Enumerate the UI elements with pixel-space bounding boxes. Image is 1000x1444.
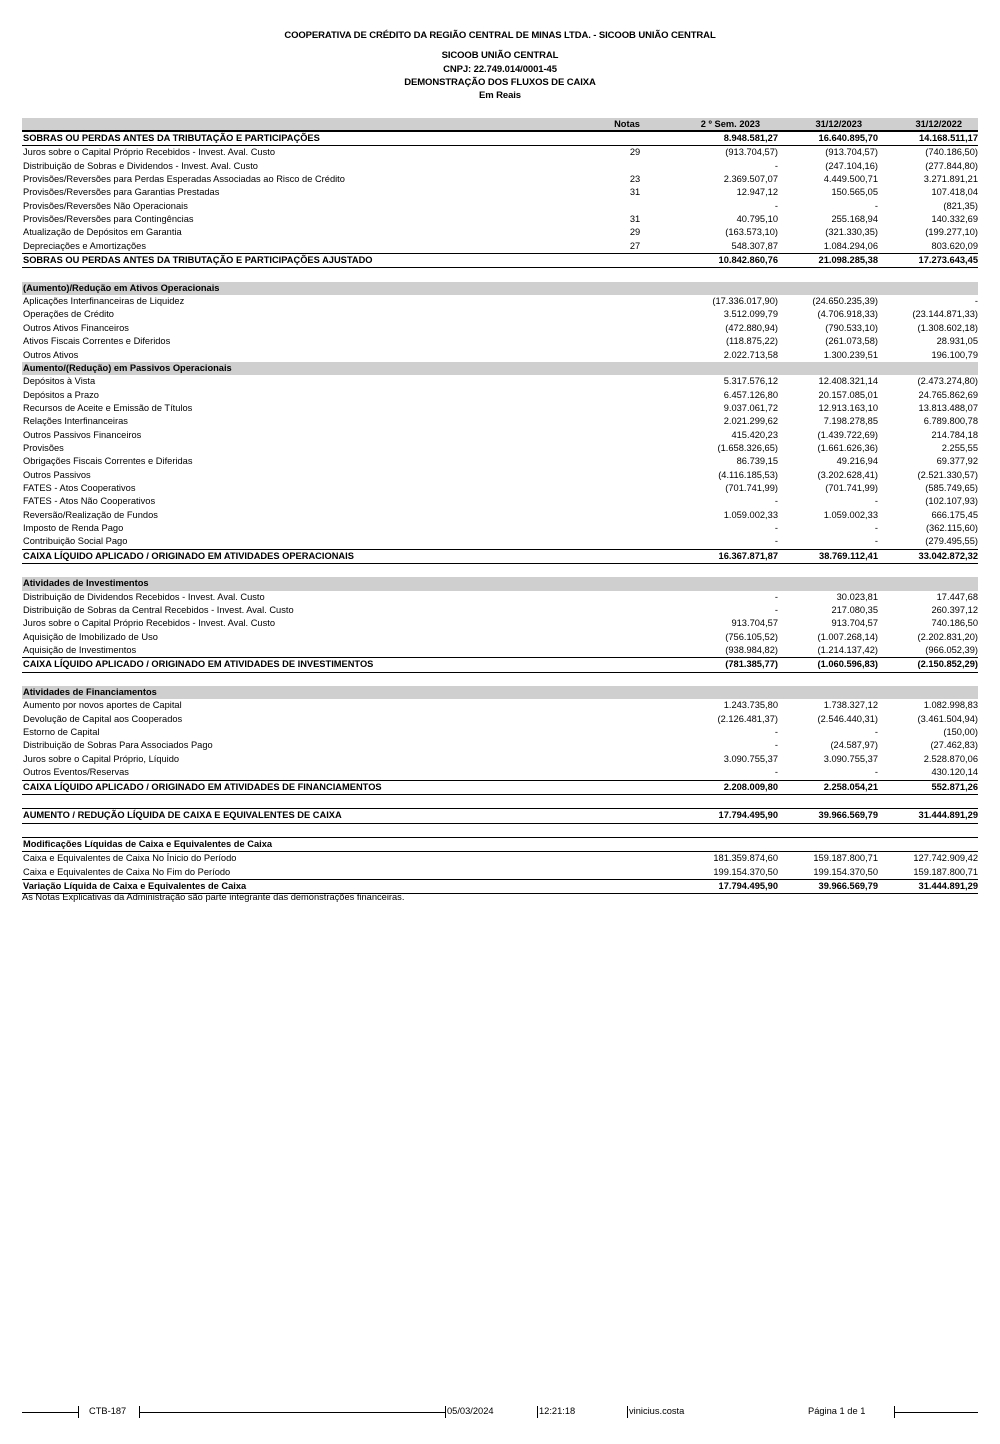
section-header-row [22, 686, 978, 699]
table-row [22, 146, 978, 159]
row-label: AUMENTO / REDUÇÃO LÍQUIDA DE CAIXA E EQUIVALENTES DE CAIXA [23, 810, 342, 821]
value-2nd-semester-2023: 9.037.061,72 [723, 402, 778, 413]
value-2nd-semester-2023: 3.512.099,79 [723, 309, 778, 320]
table-row [22, 160, 978, 173]
row-label: Caixa e Equivalentes de Caixa No Fim do Período [23, 866, 231, 877]
row-label: CAIXA LÍQUIDO APLICADO / ORIGINADO EM ATIVIDADES OPERACIONAIS [23, 550, 354, 561]
row-note-ref: 23 [629, 174, 641, 185]
value-2nd-semester-2023: (472.880,94) [725, 322, 778, 333]
table-row [22, 591, 978, 604]
value-31-12-2023: (1.439.722,69) [817, 429, 878, 440]
value-31-12-2023: 30.023,81 [836, 591, 878, 602]
row-note-ref: 27 [629, 240, 641, 251]
subtotal-row [22, 132, 978, 146]
column-header-notes: Notas [614, 119, 640, 129]
row-label: Outros Passivos Financeiros [23, 429, 142, 440]
value-31-12-2022: 13.813.488,07 [918, 402, 978, 413]
row-label: Juros sobre o Capital Próprio, Líquido [23, 753, 180, 764]
row-label: CAIXA LÍQUIDO APLICADO / ORIGINADO EM ATIVIDADES DE FINANCIAMENTOS [23, 781, 382, 792]
row-label: Juros sobre o Capital Próprio Recebidos - Invest. Aval. Custo [23, 618, 276, 629]
row-label: Reversão/Realização de Fundos [23, 509, 158, 520]
value-2nd-semester-2023: 16.367.871,87 [718, 550, 778, 561]
table-row [22, 726, 978, 739]
row-label: Distribuição de Sobras Para Associados Pago [23, 740, 213, 751]
value-2nd-semester-2023: (781.385,77) [725, 659, 778, 670]
value-31-12-2023: 2.258.054,21 [823, 781, 878, 792]
value-31-12-2022: 33.042.872,32 [918, 550, 978, 561]
table-row [22, 535, 978, 548]
footer-divider [78, 1406, 79, 1418]
value-2nd-semester-2023: - [774, 160, 778, 171]
spacer-row [22, 824, 978, 837]
value-2nd-semester-2023: 1.243.735,80 [723, 700, 778, 711]
footer-date: 05/03/2024 [447, 1406, 494, 1416]
value-31-12-2022: (150,00) [943, 727, 978, 738]
value-31-12-2023: 4.449.500,71 [823, 174, 878, 185]
value-31-12-2022: (3.461.504,94) [917, 713, 978, 724]
row-note-ref: 29 [629, 147, 641, 158]
table-row [22, 852, 978, 865]
value-31-12-2023: 12.408.321,14 [818, 376, 878, 387]
value-31-12-2023: - [874, 522, 878, 533]
row-label: Ativos Fiscais Correntes e Diferidos [23, 336, 171, 347]
row-note-ref: 29 [629, 227, 641, 238]
value-31-12-2022: 2.255,55 [941, 442, 978, 453]
value-31-12-2023: - [874, 536, 878, 547]
row-label: FATES - Atos Cooperativos [23, 482, 136, 493]
value-31-12-2023: (790.533,10) [825, 322, 878, 333]
column-header-31-12-2023: 31/12/2023 [815, 119, 862, 129]
row-label: CAIXA LÍQUIDO APLICADO / ORIGINADO EM ATIVIDADES DE INVESTIMENTOS [23, 659, 374, 670]
value-31-12-2023: 16.640.895,70 [818, 133, 878, 143]
value-31-12-2022: (585.749,65) [925, 482, 978, 493]
table-row [22, 389, 978, 402]
footer-divider [537, 1406, 538, 1418]
subtotal-row [22, 780, 978, 795]
value-2nd-semester-2023: 2.208.009,80 [723, 781, 778, 792]
subtotal-row [22, 253, 978, 268]
value-31-12-2023: (1.214.137,42) [817, 645, 878, 656]
value-2nd-semester-2023: 5.317.576,12 [723, 376, 778, 387]
table-row [22, 349, 978, 362]
value-31-12-2023: 150.565,05 [831, 187, 878, 198]
value-31-12-2023: 1.300.239,51 [823, 349, 878, 360]
table-row [22, 335, 978, 348]
row-label: Outros Ativos Financeiros [23, 322, 129, 333]
table-row [22, 455, 978, 468]
row-label: Atividades de Financiamentos [23, 687, 157, 698]
value-31-12-2023: 913.704,57 [831, 618, 878, 629]
value-31-12-2023: (1.007.268,14) [817, 631, 878, 642]
spacer-row [22, 795, 978, 808]
value-2nd-semester-2023: 548.307,87 [731, 240, 778, 251]
section-header-row [22, 837, 978, 852]
value-31-12-2022: (199.277,10) [925, 227, 978, 238]
value-2nd-semester-2023: (938.984,82) [725, 645, 778, 656]
footer-divider [627, 1406, 628, 1418]
report-footer [0, 1405, 1000, 1419]
value-31-12-2023: 21.098.285,38 [818, 255, 878, 266]
table-row [22, 644, 978, 657]
value-31-12-2023: 1.059.002,33 [823, 509, 878, 520]
value-2nd-semester-2023: - [774, 522, 778, 533]
value-2nd-semester-2023: - [774, 767, 778, 778]
row-label: Outros Passivos [23, 469, 91, 480]
row-label: Distribuição de Sobras e Dividendos - Invest. Aval. Custo [23, 160, 258, 171]
section-header-row [22, 282, 978, 295]
table-row [22, 402, 978, 415]
row-label: Provisões/Reversões para Garantias Prestadas [23, 187, 220, 198]
value-31-12-2022: 14.168.511,17 [919, 133, 978, 143]
table-row [22, 509, 978, 522]
table-row [22, 482, 978, 495]
row-label: Operações de Crédito [23, 309, 114, 320]
value-31-12-2023: - [874, 727, 878, 738]
footer-page-number: Página 1 de 1 [808, 1406, 866, 1416]
value-31-12-2022: 666.175,45 [931, 509, 978, 520]
subtotal-row [22, 657, 978, 672]
value-2nd-semester-2023: 86.739,15 [736, 456, 778, 467]
column-header-31-12-2022: 31/12/2022 [915, 119, 962, 129]
value-31-12-2022: (23.144.871,33) [912, 309, 978, 320]
row-label: Provisões [23, 442, 64, 453]
footer-rule [22, 1412, 78, 1413]
row-note-ref: 31 [629, 187, 641, 198]
value-31-12-2023: - [874, 496, 878, 507]
row-label: Imposto de Renda Pago [23, 522, 124, 533]
row-label: Provisões/Reversões Não Operacionais [23, 200, 188, 211]
value-31-12-2022: 2.528.870,06 [923, 753, 978, 764]
row-label: Aquisição de Investimentos [23, 645, 137, 656]
row-label: Atualização de Depósitos em Garantia [23, 227, 182, 238]
value-31-12-2023: 20.157.085,01 [818, 389, 878, 400]
value-2nd-semester-2023: 2.022.713,58 [723, 349, 778, 360]
row-label: Aumento por novos aportes de Capital [23, 700, 182, 711]
row-label: Modificações Líquidas de Caixa e Equivalentes de Caixa [23, 838, 273, 849]
value-2nd-semester-2023: - [774, 605, 778, 616]
row-label: (Aumento)/Redução em Ativos Operacionais [23, 282, 220, 293]
value-2nd-semester-2023: 12.947,12 [736, 187, 778, 198]
value-2nd-semester-2023: 2.021.299,62 [723, 416, 778, 427]
value-31-12-2022: (27.462,83) [930, 740, 978, 751]
subtotal-row [22, 549, 978, 564]
row-label: Caixa e Equivalentes de Caixa No Ínicio do Período [23, 853, 237, 864]
value-31-12-2023: (247.104,16) [825, 160, 878, 171]
row-label: Depósitos a Prazo [23, 389, 99, 400]
value-31-12-2023: 39.966.569,79 [818, 880, 878, 891]
value-31-12-2023: (1.661.626,36) [817, 442, 878, 453]
table-row [22, 173, 978, 186]
value-31-12-2023: 38.769.112,41 [819, 550, 878, 561]
table-body [22, 132, 978, 894]
table-row [22, 522, 978, 535]
value-2nd-semester-2023: 199.154.370,50 [713, 866, 778, 877]
cnpj: CNPJ: 22.749.014/0001-45 [443, 64, 557, 75]
currency-unit: Em Reais [479, 90, 521, 101]
value-2nd-semester-2023: - [774, 536, 778, 547]
row-label: Aplicações Interfinanceiras de Liquidez [23, 296, 185, 307]
table-row [22, 604, 978, 617]
row-label: Depósitos à Vista [23, 376, 96, 387]
row-label: Contribuição Social Pago [23, 536, 128, 547]
footer-divider [445, 1406, 446, 1418]
table-row [22, 415, 978, 428]
value-2nd-semester-2023: (163.573,10) [725, 227, 778, 238]
value-31-12-2022: (102.107,93) [925, 496, 978, 507]
section-header-row [22, 362, 978, 375]
table-row [22, 213, 978, 226]
table-row [22, 226, 978, 239]
value-31-12-2022: 17.273.643,45 [918, 255, 978, 266]
row-label: Juros sobre o Capital Próprio Recebidos - Invest. Aval. Custo [23, 147, 276, 158]
value-31-12-2023: 1.738.327,12 [823, 700, 878, 711]
value-2nd-semester-2023: 3.090.755,37 [723, 753, 778, 764]
table-row [22, 713, 978, 726]
value-31-12-2023: (2.546.440,31) [817, 713, 878, 724]
value-31-12-2022: (821,35) [943, 200, 978, 211]
value-2nd-semester-2023: (2.126.481,37) [717, 713, 778, 724]
table-row [22, 699, 978, 712]
row-label: Obrigações Fiscais Correntes e Diferidas [23, 456, 193, 467]
row-label: Estorno de Capital [23, 727, 100, 738]
value-2nd-semester-2023: (756.105,52) [725, 631, 778, 642]
value-2nd-semester-2023: 40.795,10 [736, 214, 778, 225]
value-31-12-2022: 6.789.800,78 [923, 416, 978, 427]
value-31-12-2022: (362.115,60) [925, 522, 978, 533]
value-2nd-semester-2023: (17.336.017,90) [712, 296, 778, 307]
footer-report-code: CTB-187 [89, 1406, 127, 1416]
value-2nd-semester-2023: 17.794.495,90 [718, 880, 778, 891]
value-31-12-2022: 107.418,04 [931, 187, 978, 198]
value-2nd-semester-2023: (118.875,22) [725, 336, 778, 347]
value-31-12-2022: 740.186,50 [931, 618, 978, 629]
value-31-12-2023: (24.587,97) [830, 740, 878, 751]
value-31-12-2022: 159.187.800,71 [913, 866, 978, 877]
table-row [22, 631, 978, 644]
value-31-12-2023: 217.080,35 [831, 605, 878, 616]
table-row [22, 429, 978, 442]
table-row [22, 442, 978, 455]
value-2nd-semester-2023: 8.948.581,27 [723, 133, 778, 143]
value-31-12-2022: (2.473.274,80) [917, 376, 978, 387]
table-row [22, 322, 978, 335]
section-header-row [22, 577, 978, 590]
row-label: Distribuição de Dividendos Recebidos - Invest. Aval. Custo [23, 591, 265, 602]
value-31-12-2023: - [874, 200, 878, 211]
value-31-12-2022: (740.186,50) [925, 147, 978, 158]
table-row [22, 295, 978, 308]
value-31-12-2022: 552.871,26 [931, 781, 978, 792]
value-31-12-2023: 3.090.755,37 [823, 753, 878, 764]
row-label: Devolução de Capital aos Cooperados [23, 713, 183, 724]
value-2nd-semester-2023: (913.704,57) [725, 147, 778, 158]
value-2nd-semester-2023: 1.059.002,33 [723, 509, 778, 520]
footer-user: vinicius.costa [629, 1406, 685, 1416]
value-31-12-2023: (701.741,99) [825, 482, 878, 493]
row-label: Outros Eventos/Reservas [23, 767, 129, 778]
table-row [22, 186, 978, 199]
footer-rule [139, 1412, 445, 1413]
value-31-12-2022: 28.931,05 [936, 336, 978, 347]
value-31-12-2023: 255.168,94 [831, 214, 878, 225]
subtotal-row [22, 808, 978, 823]
row-label: SOBRAS OU PERDAS ANTES DA TRIBUTAÇÃO E PARTICIPAÇÕES AJUSTADO [23, 255, 373, 266]
value-31-12-2022: 803.620,09 [931, 240, 978, 251]
table-row [22, 866, 978, 879]
value-31-12-2023: 12.913.163,10 [818, 402, 878, 413]
spacer-row [22, 564, 978, 577]
value-31-12-2022: 31.444.891,29 [918, 810, 978, 821]
value-31-12-2022: (1.308.602,18) [917, 322, 978, 333]
value-31-12-2022: (279.495,55) [925, 536, 978, 547]
row-label: SOBRAS OU PERDAS ANTES DA TRIBUTAÇÃO E PARTICIPAÇÕES [23, 133, 320, 143]
value-31-12-2023: (24.650.235,39) [812, 296, 878, 307]
company-name: COOPERATIVA DE CRÉDITO DA REGIÃO CENTRAL DE MINAS LTDA. - SICOOB UNIÃO CENTRAL [284, 30, 716, 41]
spacer-row [22, 268, 978, 281]
spacer-row [22, 673, 978, 686]
table-row [22, 766, 978, 779]
value-31-12-2022: 260.397,12 [931, 605, 978, 616]
table-row [22, 200, 978, 213]
value-2nd-semester-2023: 17.794.495,90 [718, 810, 778, 821]
value-31-12-2022: 1.082.998,83 [923, 700, 978, 711]
explanatory-note: As Notas Explicativas da Administração são parte integrante das demonstrações financeiras. [22, 892, 405, 902]
value-31-12-2022: 127.742.909,42 [913, 853, 978, 864]
row-label: Aquisição de Imobilizado de Uso [23, 631, 158, 642]
value-31-12-2023: - [874, 767, 878, 778]
row-label: Provisões/Reversões para Perdas Esperadas Associadas ao Risco de Crédito [23, 174, 345, 185]
value-31-12-2022: 17.447,68 [936, 591, 978, 602]
value-2nd-semester-2023: 415.420,23 [731, 429, 778, 440]
value-31-12-2022: 430.120,14 [931, 767, 978, 778]
row-label: Variação Líquida de Caixa e Equivalentes de Caixa [23, 880, 247, 891]
row-note-ref: 31 [629, 214, 641, 225]
cash-flow-table [22, 118, 978, 894]
value-31-12-2022: 140.332,69 [931, 214, 978, 225]
value-2nd-semester-2023: - [774, 740, 778, 751]
value-31-12-2022: 24.765.862,69 [918, 389, 978, 400]
value-31-12-2022: (2.202.831,20) [917, 631, 978, 642]
value-31-12-2022: 69.377,92 [936, 456, 978, 467]
company-short-name: SICOOB UNIÃO CENTRAL [441, 50, 559, 61]
value-2nd-semester-2023: (701.741,99) [725, 482, 778, 493]
value-31-12-2022: (2.521.330,57) [917, 469, 978, 480]
column-header-row [22, 118, 978, 132]
table-row [22, 308, 978, 321]
table-row [22, 617, 978, 630]
value-31-12-2023: (913.704,57) [825, 147, 878, 158]
row-label: Provisões/Reversões para Contingências [23, 214, 194, 225]
value-31-12-2022: 3.271.891,21 [923, 174, 978, 185]
value-31-12-2023: 199.154.370,50 [813, 866, 878, 877]
row-label: FATES - Atos Não Cooperativos [23, 496, 156, 507]
value-2nd-semester-2023: 181.359.874,60 [713, 853, 778, 864]
value-31-12-2022: 196.100,79 [931, 349, 978, 360]
value-2nd-semester-2023: - [774, 727, 778, 738]
value-31-12-2023: (321.330,35) [825, 227, 878, 238]
value-2nd-semester-2023: - [774, 591, 778, 602]
table-row [22, 469, 978, 482]
value-31-12-2023: (261.073,58) [825, 336, 878, 347]
value-2nd-semester-2023: 2.369.507,07 [723, 174, 778, 185]
row-label: Aumento/(Redução) em Passivos Operacionais [23, 362, 232, 373]
value-31-12-2022: (2.150.852,29) [917, 659, 978, 670]
value-31-12-2023: (4.706.918,33) [817, 309, 878, 320]
row-label: Distribuição de Sobras da Central Recebidos - Invest. Aval. Custo [23, 605, 294, 616]
row-label: Depreciações e Amortizações [23, 240, 146, 251]
value-2nd-semester-2023: 6.457.126,80 [723, 389, 778, 400]
value-31-12-2023: 1.084.294,06 [823, 240, 878, 251]
value-2nd-semester-2023: - [774, 496, 778, 507]
value-31-12-2022: 214.784,18 [931, 429, 978, 440]
row-label: Atividades de Investimentos [23, 578, 149, 589]
table-row [22, 375, 978, 388]
value-31-12-2023: 49.216,94 [836, 456, 878, 467]
table-row [22, 753, 978, 766]
value-31-12-2022: (966.052,39) [925, 645, 978, 656]
value-31-12-2023: 7.198.278,85 [823, 416, 878, 427]
value-31-12-2022: (277.844,80) [925, 160, 978, 171]
row-label: Outros Ativos [23, 349, 79, 360]
footer-rule [894, 1412, 978, 1413]
value-2nd-semester-2023: 913.704,57 [731, 618, 778, 629]
value-31-12-2023: (3.202.628,41) [817, 469, 878, 480]
value-31-12-2022: 31.444.891,29 [918, 880, 978, 891]
value-31-12-2022: - [974, 296, 978, 307]
table-row [22, 495, 978, 508]
value-31-12-2023: (1.060.596,83) [817, 659, 878, 670]
row-label: Recursos de Aceite e Emissão de Títulos [23, 402, 193, 413]
column-header-2nd-semester-2023: 2 º Sem. 2023 [700, 119, 760, 129]
value-2nd-semester-2023: (1.658.326,65) [717, 442, 778, 453]
value-31-12-2023: 159.187.800,71 [813, 853, 878, 864]
value-2nd-semester-2023: - [774, 200, 778, 211]
table-row [22, 240, 978, 253]
row-label: Relações Interfinanceiras [23, 416, 128, 427]
footer-time: 12:21:18 [539, 1406, 576, 1416]
value-2nd-semester-2023: (4.116.185,53) [718, 469, 778, 480]
value-2nd-semester-2023: 10.842.860,76 [718, 255, 778, 266]
table-row [22, 739, 978, 752]
statement-title: DEMONSTRAÇÃO DOS FLUXOS DE CAIXA [404, 77, 596, 88]
value-31-12-2023: 39.966.569,79 [818, 810, 878, 821]
